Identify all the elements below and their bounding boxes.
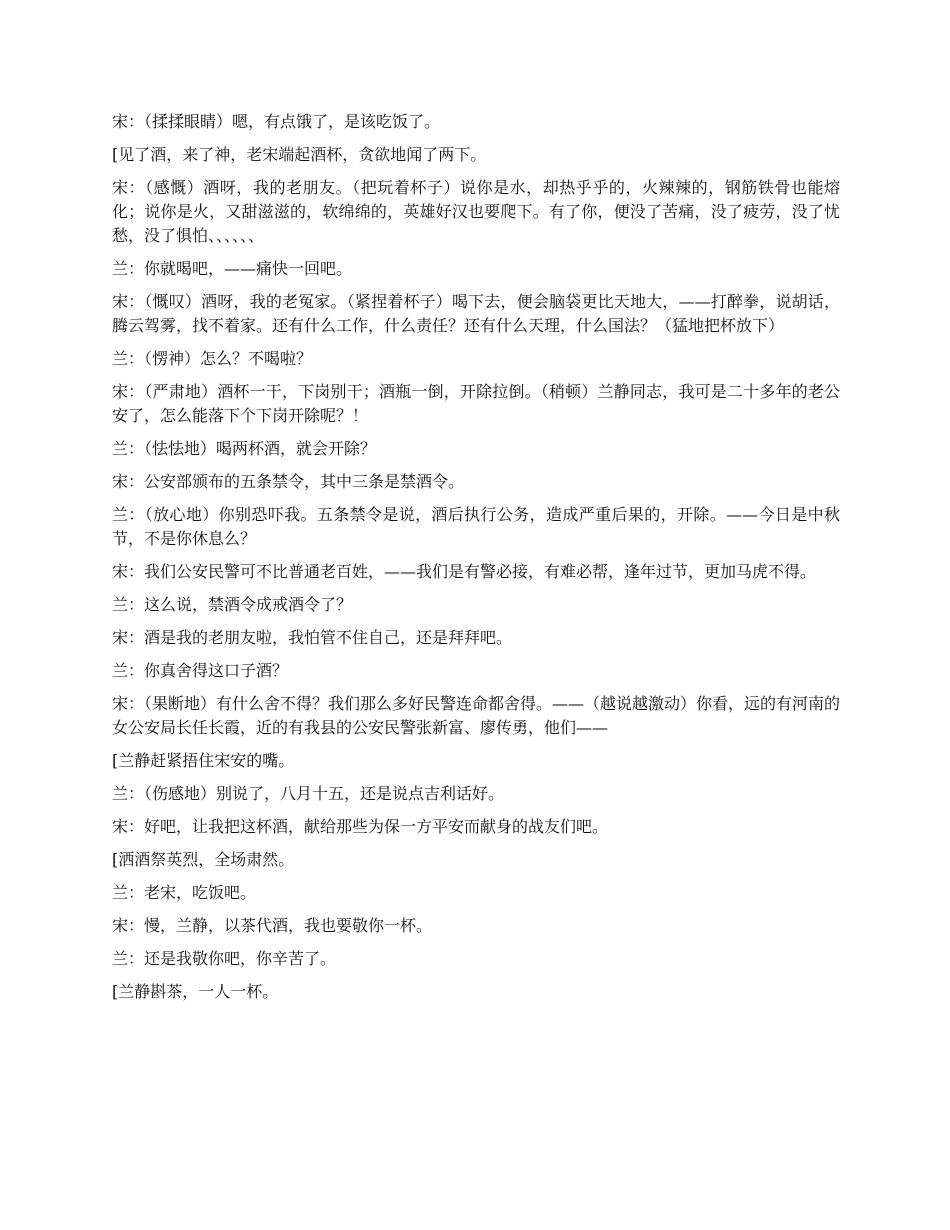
script-paragraph: 宋：酒是我的老朋友啦，我怕管不住自己，还是拜拜吧。 <box>112 628 513 647</box>
script-paragraph: 宋：好吧，让我把这杯酒，献给那些为保一方平安而献身的战友们吧。 <box>112 817 609 836</box>
script-paragraph: 兰：（放心地）你别恐吓我。五条禁令是说，酒后执行公务，造成严重后果的，开除。——今日是中秋节，不是你休息么？ <box>112 505 840 548</box>
stage-direction: [兰静赶紧捂住宋安的嘴。 <box>112 751 295 770</box>
script-paragraph: 兰：（愣神）怎么？不喝啦？ <box>112 349 313 368</box>
script-paragraph: 宋：（慨叹）酒呀，我的老冤家。（紧捏着杯子）喝下去，便会脑袋更比天地大，——打醉拳，说胡话，腾云驾雾，找不着家。还有什么工作，什么责任？还有什么天理，什么国法？（猛地把杯放下） <box>112 292 840 335</box>
script-paragraph: 宋：我们公安民警可不比普通老百姓，——我们是有警必接，有难必帮，逢年过节，更加马虎不得。 <box>112 562 817 581</box>
script-paragraph: 兰：老宋，吃饭吧。 <box>112 883 257 902</box>
script-paragraph: 兰：这么说，禁酒令成戒酒令了？ <box>112 595 353 614</box>
script-paragraph: 兰：（伤感地）别说了，八月十五，还是说点吉利话好。 <box>112 784 505 803</box>
script-paragraph: 宋：慢，兰静，以茶代酒，我也要敬你一杯。 <box>112 916 433 935</box>
script-paragraph: 宋：（感慨）酒呀，我的老朋友。（把玩着杯子）说你是水，却热乎乎的，火辣辣的，钢筋铁骨也能熔化；说你是火，又甜滋滋的，软绵绵的，英雄好汉也要爬下。有了你，便没了苦痛，没了疲劳，没了忧愁，没了惧怕、、、、、、 <box>112 178 840 245</box>
script-paragraph: 宋：（严肃地）酒杯一干，下岗别干；酒瓶一倒，开除拉倒。（稍顿）兰静同志，我可是二十多年的老公安了，怎么能落下个下岗开除呢？！ <box>112 382 840 425</box>
document-page <box>112 110 840 1013</box>
stage-direction: [见了酒，来了神，老宋端起酒杯，贪欲地闻了两下。 <box>112 145 487 164</box>
script-paragraph: 兰：你就喝吧，——痛快一回吧。 <box>112 259 353 278</box>
script-paragraph: 宋：公安部颁布的五条禁令，其中三条是禁酒令。 <box>112 472 465 491</box>
stage-direction: [洒酒祭英烈，全场肃然。 <box>112 850 295 869</box>
script-paragraph: 宋：（果断地）有什么舍不得？我们那么多好民警连命都舍得。——（越说越激动）你看，远的有河南的女公安局长任长霞，近的有我县的公安民警张新富、廖传勇，他们—— <box>112 694 841 737</box>
script-paragraph: 宋：（揉揉眼睛）嗯，有点饿了，是该吃饭了。 <box>112 112 441 131</box>
stage-direction: [兰静斟茶，一人一杯。 <box>112 982 279 1001</box>
script-paragraph: 兰：还是我敬你吧，你辛苦了。 <box>112 949 337 968</box>
script-paragraph: 兰：你真舍得这口子酒？ <box>112 661 289 680</box>
script-paragraph: 兰：（怯怯地）喝两杯酒，就会开除？ <box>112 439 377 458</box>
